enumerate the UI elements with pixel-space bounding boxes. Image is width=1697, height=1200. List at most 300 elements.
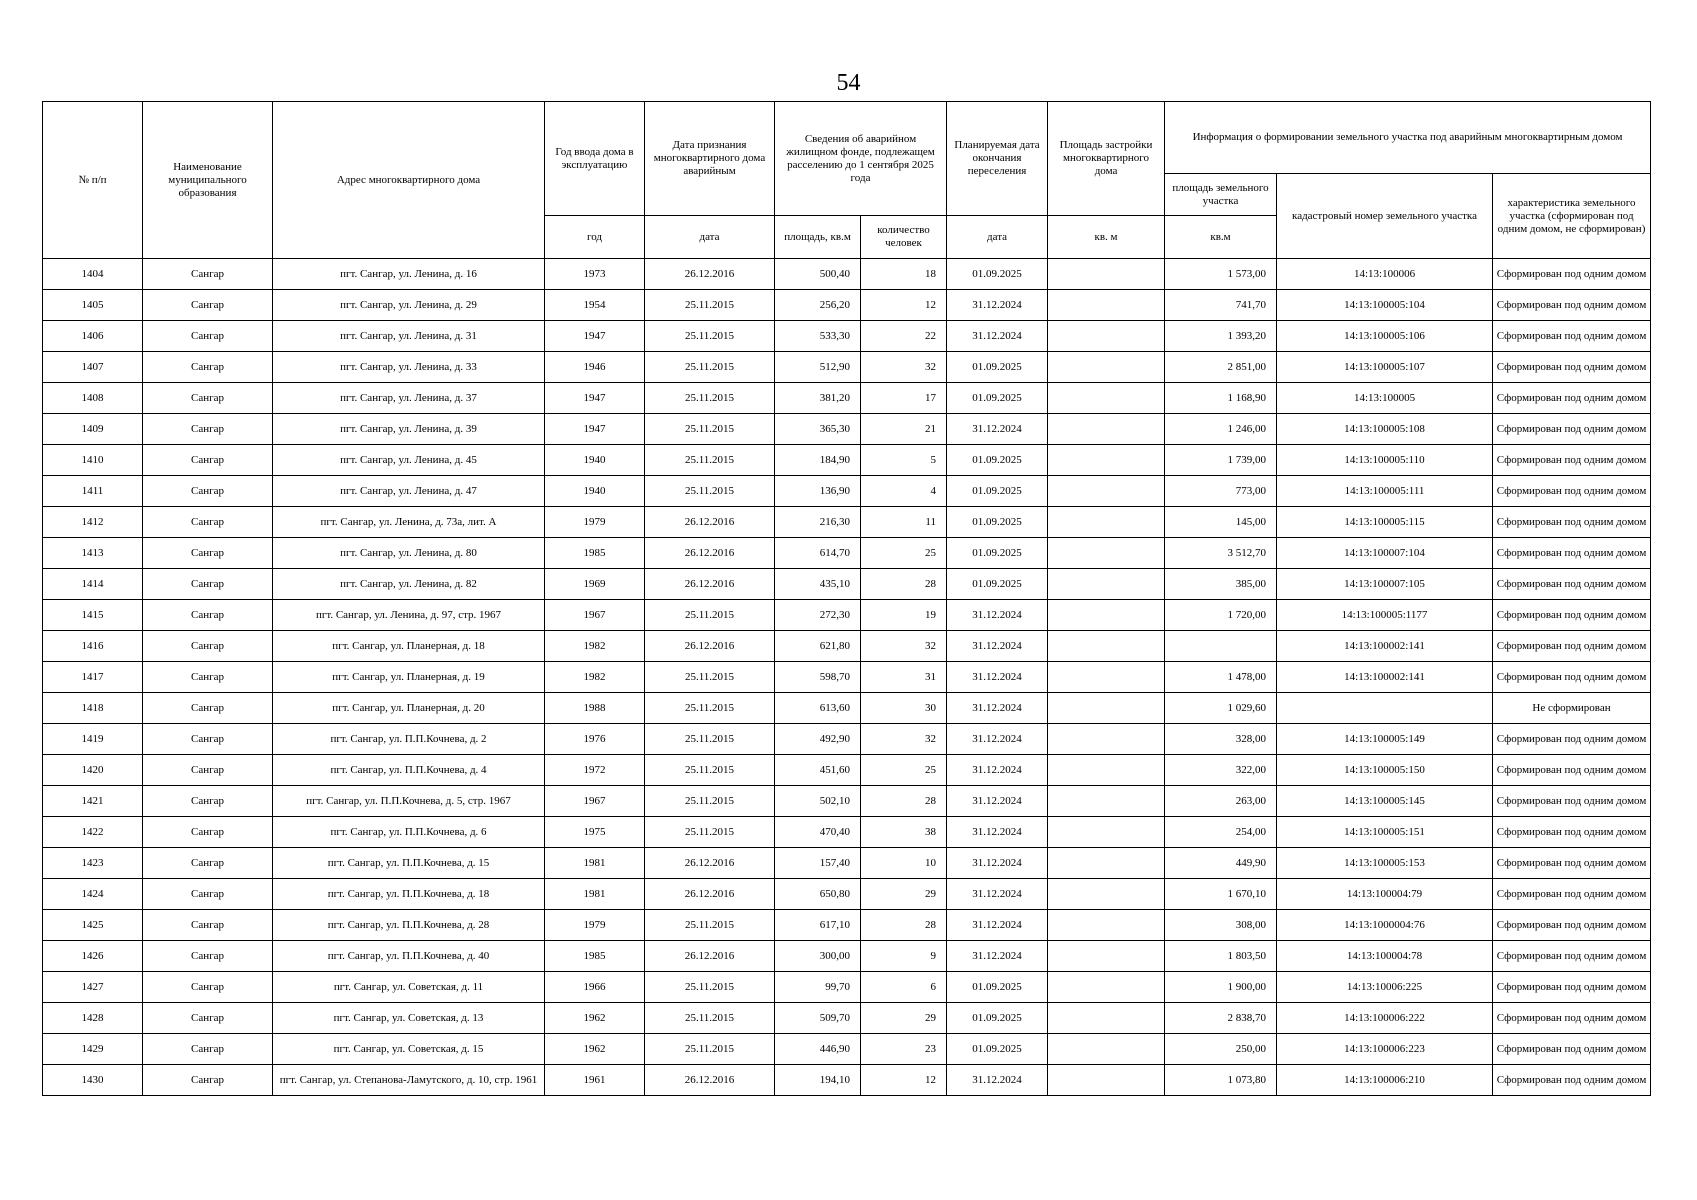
cell-date-recognized: 26.12.2016	[645, 631, 775, 662]
cell-land-status: Сформирован под одним домом	[1493, 786, 1651, 817]
cell-address: пгт. Сангар, ул. Ленина, д. 33	[273, 352, 545, 383]
cell-date-recognized: 25.11.2015	[645, 972, 775, 1003]
cell-cadastral-number: 14:13:100004:79	[1277, 879, 1493, 910]
cell-address: пгт. Сангар, ул. Планерная, д. 19	[273, 662, 545, 693]
cell-date-recognized: 25.11.2015	[645, 662, 775, 693]
cell-people-count: 31	[861, 662, 947, 693]
cell-land-status: Сформирован под одним домом	[1493, 383, 1651, 414]
cell-land-area: 322,00	[1165, 755, 1277, 786]
cell-land-area: 1 029,60	[1165, 693, 1277, 724]
cell-build-area	[1048, 724, 1165, 755]
cell-date-recognized: 26.12.2016	[645, 507, 775, 538]
cell-municipality: Сангар	[143, 817, 273, 848]
cell-municipality: Сангар	[143, 600, 273, 631]
cell-land-area: 1 573,00	[1165, 259, 1277, 290]
table-row	[43, 321, 1651, 352]
cell-build-area	[1048, 693, 1165, 724]
cell-people-count: 28	[861, 569, 947, 600]
cell-land-status: Сформирован под одним домом	[1493, 848, 1651, 879]
cell-year-built: 1940	[545, 445, 645, 476]
cell-row-number: 1417	[43, 662, 143, 693]
cell-municipality: Сангар	[143, 786, 273, 817]
cell-land-area: 1 393,20	[1165, 321, 1277, 352]
cell-people-count: 4	[861, 476, 947, 507]
cell-year-built: 1966	[545, 972, 645, 1003]
cell-date-recognized: 25.11.2015	[645, 321, 775, 352]
cell-address: пгт. Сангар, ул. Планерная, д. 20	[273, 693, 545, 724]
cell-row-number: 1422	[43, 817, 143, 848]
cell-people-count: 28	[861, 786, 947, 817]
cell-municipality: Сангар	[143, 1065, 273, 1096]
cell-planned-end: 01.09.2025	[947, 476, 1048, 507]
cell-row-number: 1419	[43, 724, 143, 755]
cell-land-status: Сформирован под одним домом	[1493, 724, 1651, 755]
cell-address: пгт. Сангар, ул. Ленина, д. 31	[273, 321, 545, 352]
header-land-area: площадь земельного участка	[1165, 174, 1277, 216]
cell-cadastral-number: 14:13:100005:107	[1277, 352, 1493, 383]
cell-planned-end: 31.12.2024	[947, 414, 1048, 445]
cell-municipality: Сангар	[143, 1034, 273, 1065]
table-row	[43, 1003, 1651, 1034]
table-row	[43, 383, 1651, 414]
cell-address: пгт. Сангар, ул. Советская, д. 13	[273, 1003, 545, 1034]
cell-area: 381,20	[775, 383, 861, 414]
cell-row-number: 1407	[43, 352, 143, 383]
cell-year-built: 1946	[545, 352, 645, 383]
table-row	[43, 817, 1651, 848]
cell-planned-end: 01.09.2025	[947, 972, 1048, 1003]
cell-planned-end: 31.12.2024	[947, 321, 1048, 352]
cell-cadastral-number: 14:13:100005:111	[1277, 476, 1493, 507]
cell-year-built: 1982	[545, 631, 645, 662]
cell-land-status: Сформирован под одним домом	[1493, 662, 1651, 693]
cell-area: 300,00	[775, 941, 861, 972]
cell-date-recognized: 25.11.2015	[645, 445, 775, 476]
cell-municipality: Сангар	[143, 848, 273, 879]
cell-date-recognized: 25.11.2015	[645, 290, 775, 321]
cell-area: 502,10	[775, 786, 861, 817]
cell-build-area	[1048, 848, 1165, 879]
cell-land-status: Сформирован под одним домом	[1493, 879, 1651, 910]
header-planned-end: Планируемая дата окончания переселения	[947, 102, 1048, 216]
cell-date-recognized: 26.12.2016	[645, 879, 775, 910]
cell-address: пгт. Сангар, ул. П.П.Кочнева, д. 18	[273, 879, 545, 910]
cell-cadastral-number: 14:13:100005:149	[1277, 724, 1493, 755]
cell-address: пгт. Сангар, ул. Ленина, д. 37	[273, 383, 545, 414]
table-row	[43, 693, 1651, 724]
cell-municipality: Сангар	[143, 445, 273, 476]
cell-build-area	[1048, 631, 1165, 662]
table-row	[43, 414, 1651, 445]
cell-land-status: Сформирован под одним домом	[1493, 972, 1651, 1003]
cell-land-area: 3 512,70	[1165, 538, 1277, 569]
cell-area: 512,90	[775, 352, 861, 383]
cell-people-count: 5	[861, 445, 947, 476]
cell-land-area: 145,00	[1165, 507, 1277, 538]
cell-address: пгт. Сангар, ул. П.П.Кочнева, д. 5, стр. 1967	[273, 786, 545, 817]
cell-land-status: Сформирован под одним домом	[1493, 1065, 1651, 1096]
cell-year-built: 1954	[545, 290, 645, 321]
cell-address: пгт. Сангар, ул. Ленина, д. 73а, лит. А	[273, 507, 545, 538]
cell-people-count: 29	[861, 879, 947, 910]
cell-municipality: Сангар	[143, 662, 273, 693]
cell-municipality: Сангар	[143, 1003, 273, 1034]
cell-year-built: 1973	[545, 259, 645, 290]
table-row	[43, 507, 1651, 538]
cell-land-area: 773,00	[1165, 476, 1277, 507]
cell-row-number: 1425	[43, 910, 143, 941]
cell-address: пгт. Сангар, ул. Планерная, д. 18	[273, 631, 545, 662]
cell-year-built: 1940	[545, 476, 645, 507]
cell-planned-end: 31.12.2024	[947, 910, 1048, 941]
cell-year-built: 1981	[545, 848, 645, 879]
cell-planned-end: 01.09.2025	[947, 259, 1048, 290]
cell-land-area: 1 900,00	[1165, 972, 1277, 1003]
cell-land-status: Сформирован под одним домом	[1493, 631, 1651, 662]
header-land-info: Информация о формировании земельного участка под аварийным многоквартирным домом	[1165, 102, 1651, 174]
cell-build-area	[1048, 662, 1165, 693]
cell-people-count: 32	[861, 724, 947, 755]
cell-cadastral-number: 14:13:100005:151	[1277, 817, 1493, 848]
cell-build-area	[1048, 290, 1165, 321]
cell-land-area: 741,70	[1165, 290, 1277, 321]
cell-row-number: 1428	[43, 1003, 143, 1034]
cell-land-area: 263,00	[1165, 786, 1277, 817]
cell-land-status: Сформирован под одним домом	[1493, 290, 1651, 321]
cell-row-number: 1412	[43, 507, 143, 538]
cell-address: пгт. Сангар, ул. Ленина, д. 39	[273, 414, 545, 445]
cell-area: 194,10	[775, 1065, 861, 1096]
cell-address: пгт. Сангар, ул. П.П.Кочнева, д. 40	[273, 941, 545, 972]
cell-build-area	[1048, 1003, 1165, 1034]
cell-planned-end: 01.09.2025	[947, 352, 1048, 383]
cell-municipality: Сангар	[143, 693, 273, 724]
cell-land-area: 1 670,10	[1165, 879, 1277, 910]
cell-land-status: Сформирован под одним домом	[1493, 600, 1651, 631]
header-build-area: Площадь застройки многоквартирного дома	[1048, 102, 1165, 216]
header-address: Адрес многоквартирного дома	[273, 102, 545, 259]
cell-cadastral-number	[1277, 693, 1493, 724]
emergency-housing-table	[42, 101, 1651, 1096]
cell-year-built: 1972	[545, 755, 645, 786]
cell-land-status: Не сформирован	[1493, 693, 1651, 724]
cell-planned-end: 31.12.2024	[947, 848, 1048, 879]
cell-date-recognized: 25.11.2015	[645, 383, 775, 414]
cell-build-area	[1048, 972, 1165, 1003]
cell-planned-end: 31.12.2024	[947, 693, 1048, 724]
table-row	[43, 569, 1651, 600]
unit-area: площадь, кв.м	[775, 216, 861, 259]
cell-area: 614,70	[775, 538, 861, 569]
cell-people-count: 29	[861, 1003, 947, 1034]
cell-row-number: 1406	[43, 321, 143, 352]
cell-planned-end: 31.12.2024	[947, 662, 1048, 693]
table-row	[43, 259, 1651, 290]
cell-area: 613,60	[775, 693, 861, 724]
cell-build-area	[1048, 507, 1165, 538]
cell-planned-end: 31.12.2024	[947, 879, 1048, 910]
cell-land-status: Сформирован под одним домом	[1493, 259, 1651, 290]
cell-year-built: 1976	[545, 724, 645, 755]
cell-cadastral-number: 14:13:100005:115	[1277, 507, 1493, 538]
cell-cadastral-number: 14:13:100005:104	[1277, 290, 1493, 321]
cell-year-built: 1962	[545, 1034, 645, 1065]
cell-people-count: 18	[861, 259, 947, 290]
cell-cadastral-number: 14:13:100005:1177	[1277, 600, 1493, 631]
cell-people-count: 12	[861, 1065, 947, 1096]
cell-planned-end: 01.09.2025	[947, 507, 1048, 538]
cell-row-number: 1410	[43, 445, 143, 476]
cell-cadastral-number: 14:13:100002:141	[1277, 631, 1493, 662]
cell-land-status: Сформирован под одним домом	[1493, 569, 1651, 600]
cell-people-count: 23	[861, 1034, 947, 1065]
cell-date-recognized: 25.11.2015	[645, 817, 775, 848]
cell-people-count: 38	[861, 817, 947, 848]
cell-municipality: Сангар	[143, 569, 273, 600]
cell-municipality: Сангар	[143, 724, 273, 755]
cell-date-recognized: 25.11.2015	[645, 476, 775, 507]
unit-date-end: дата	[947, 216, 1048, 259]
cell-land-area: 1 168,90	[1165, 383, 1277, 414]
cell-cadastral-number: 14:13:10006:225	[1277, 972, 1493, 1003]
table-row	[43, 755, 1651, 786]
cell-land-status: Сформирован под одним домом	[1493, 817, 1651, 848]
cell-land-area: 1 739,00	[1165, 445, 1277, 476]
cell-area: 451,60	[775, 755, 861, 786]
cell-area: 617,10	[775, 910, 861, 941]
cell-area: 500,40	[775, 259, 861, 290]
cell-land-status: Сформирован под одним домом	[1493, 414, 1651, 445]
cell-area: 99,70	[775, 972, 861, 1003]
cell-build-area	[1048, 755, 1165, 786]
cell-cadastral-number: 14:13:100006:223	[1277, 1034, 1493, 1065]
cell-area: 446,90	[775, 1034, 861, 1065]
cell-planned-end: 31.12.2024	[947, 941, 1048, 972]
table-row	[43, 476, 1651, 507]
cell-people-count: 19	[861, 600, 947, 631]
cell-row-number: 1421	[43, 786, 143, 817]
cell-address: пгт. Сангар, ул. П.П.Кочнева, д. 6	[273, 817, 545, 848]
cell-people-count: 12	[861, 290, 947, 321]
cell-address: пгт. Сангар, ул. П.П.Кочнева, д. 28	[273, 910, 545, 941]
cell-people-count: 28	[861, 910, 947, 941]
cell-people-count: 9	[861, 941, 947, 972]
cell-build-area	[1048, 600, 1165, 631]
cell-address: пгт. Сангар, ул. Ленина, д. 47	[273, 476, 545, 507]
cell-year-built: 1967	[545, 786, 645, 817]
cell-address: пгт. Сангар, ул. Ленина, д. 82	[273, 569, 545, 600]
cell-date-recognized: 26.12.2016	[645, 1065, 775, 1096]
table-row	[43, 972, 1651, 1003]
table-body	[43, 259, 1651, 1096]
cell-build-area	[1048, 321, 1165, 352]
cell-date-recognized: 25.11.2015	[645, 693, 775, 724]
cell-row-number: 1416	[43, 631, 143, 662]
cell-address: пгт. Сангар, ул. Ленина, д. 80	[273, 538, 545, 569]
cell-land-status: Сформирован под одним домом	[1493, 1003, 1651, 1034]
cell-area: 272,30	[775, 600, 861, 631]
cell-address: пгт. Сангар, ул. П.П.Кочнева, д. 4	[273, 755, 545, 786]
cell-build-area	[1048, 910, 1165, 941]
table-row	[43, 786, 1651, 817]
table-row	[43, 1034, 1651, 1065]
unit-sqm: кв. м	[1048, 216, 1165, 259]
cell-row-number: 1414	[43, 569, 143, 600]
cell-row-number: 1404	[43, 259, 143, 290]
cell-area: 650,80	[775, 879, 861, 910]
cell-row-number: 1430	[43, 1065, 143, 1096]
header-land-status: характеристика земельного участка (сформирован под одним домом, не сформирован)	[1493, 174, 1651, 259]
cell-people-count: 30	[861, 693, 947, 724]
cell-land-area: 308,00	[1165, 910, 1277, 941]
cell-build-area	[1048, 445, 1165, 476]
cell-people-count: 17	[861, 383, 947, 414]
cell-area: 470,40	[775, 817, 861, 848]
cell-address: пгт. Сангар, ул. Ленина, д. 16	[273, 259, 545, 290]
cell-row-number: 1424	[43, 879, 143, 910]
cell-municipality: Сангар	[143, 910, 273, 941]
cell-date-recognized: 25.11.2015	[645, 755, 775, 786]
cell-planned-end: 01.09.2025	[947, 1034, 1048, 1065]
cell-row-number: 1415	[43, 600, 143, 631]
cell-area: 492,90	[775, 724, 861, 755]
header-date-recognized: Дата признания многоквартирного дома аварийным	[645, 102, 775, 216]
cell-people-count: 25	[861, 755, 947, 786]
cell-date-recognized: 25.11.2015	[645, 724, 775, 755]
cell-row-number: 1426	[43, 941, 143, 972]
cell-year-built: 1969	[545, 569, 645, 600]
cell-build-area	[1048, 476, 1165, 507]
cell-date-recognized: 25.11.2015	[645, 910, 775, 941]
cell-land-area: 1 478,00	[1165, 662, 1277, 693]
cell-cadastral-number: 14:13:100005	[1277, 383, 1493, 414]
table-row	[43, 290, 1651, 321]
cell-planned-end: 01.09.2025	[947, 383, 1048, 414]
cell-land-area: 1 246,00	[1165, 414, 1277, 445]
table-row	[43, 662, 1651, 693]
cell-people-count: 10	[861, 848, 947, 879]
cell-cadastral-number: 14:13:100007:104	[1277, 538, 1493, 569]
cell-year-built: 1981	[545, 879, 645, 910]
cell-build-area	[1048, 786, 1165, 817]
table-row	[43, 724, 1651, 755]
cell-build-area	[1048, 352, 1165, 383]
cell-row-number: 1413	[43, 538, 143, 569]
cell-land-status: Сформирован под одним домом	[1493, 1034, 1651, 1065]
cell-cadastral-number: 14:13:100006:210	[1277, 1065, 1493, 1096]
cell-municipality: Сангар	[143, 259, 273, 290]
cell-municipality: Сангар	[143, 414, 273, 445]
cell-address: пгт. Сангар, ул. Ленина, д. 29	[273, 290, 545, 321]
header-cadastral: кадастровый номер земельного участка	[1277, 174, 1493, 259]
cell-planned-end: 31.12.2024	[947, 290, 1048, 321]
unit-date: дата	[645, 216, 775, 259]
cell-year-built: 1947	[545, 383, 645, 414]
table-row	[43, 631, 1651, 662]
cell-cadastral-number: 14:13:100006:222	[1277, 1003, 1493, 1034]
header-no: № п/п	[43, 102, 143, 259]
cell-area: 435,10	[775, 569, 861, 600]
cell-area: 256,20	[775, 290, 861, 321]
cell-area: 598,70	[775, 662, 861, 693]
cell-build-area	[1048, 879, 1165, 910]
cell-municipality: Сангар	[143, 476, 273, 507]
table-row	[43, 600, 1651, 631]
cell-planned-end: 31.12.2024	[947, 724, 1048, 755]
cell-cadastral-number: 14:13:100007:105	[1277, 569, 1493, 600]
cell-municipality: Сангар	[143, 941, 273, 972]
cell-address: пгт. Сангар, ул. Степанова-Ламутского, д. 10, стр. 1961	[273, 1065, 545, 1096]
cell-area: 621,80	[775, 631, 861, 662]
cell-date-recognized: 25.11.2015	[645, 1003, 775, 1034]
cell-area: 216,30	[775, 507, 861, 538]
cell-year-built: 1979	[545, 507, 645, 538]
cell-cadastral-number: 14:13:100006	[1277, 259, 1493, 290]
cell-year-built: 1967	[545, 600, 645, 631]
cell-row-number: 1409	[43, 414, 143, 445]
cell-planned-end: 01.09.2025	[947, 569, 1048, 600]
cell-land-area: 328,00	[1165, 724, 1277, 755]
cell-area: 509,70	[775, 1003, 861, 1034]
cell-row-number: 1423	[43, 848, 143, 879]
cell-date-recognized: 25.11.2015	[645, 600, 775, 631]
table-row	[43, 879, 1651, 910]
cell-planned-end: 01.09.2025	[947, 445, 1048, 476]
cell-municipality: Сангар	[143, 352, 273, 383]
cell-municipality: Сангар	[143, 972, 273, 1003]
cell-year-built: 1988	[545, 693, 645, 724]
header-year-built: Год ввода дома в эксплуатацию	[545, 102, 645, 216]
cell-date-recognized: 26.12.2016	[645, 259, 775, 290]
table-row	[43, 941, 1651, 972]
cell-build-area	[1048, 569, 1165, 600]
cell-planned-end: 01.09.2025	[947, 538, 1048, 569]
table-row	[43, 848, 1651, 879]
cell-land-area: 2 838,70	[1165, 1003, 1277, 1034]
cell-municipality: Сангар	[143, 755, 273, 786]
cell-date-recognized: 25.11.2015	[645, 1034, 775, 1065]
cell-planned-end: 01.09.2025	[947, 1003, 1048, 1034]
cell-planned-end: 31.12.2024	[947, 817, 1048, 848]
cell-build-area	[1048, 383, 1165, 414]
cell-area: 136,90	[775, 476, 861, 507]
cell-people-count: 22	[861, 321, 947, 352]
cell-cadastral-number: 14:13:100005:106	[1277, 321, 1493, 352]
cell-land-area: 250,00	[1165, 1034, 1277, 1065]
cell-people-count: 32	[861, 631, 947, 662]
cell-planned-end: 31.12.2024	[947, 600, 1048, 631]
cell-address: пгт. Сангар, ул. Ленина, д. 97, стр. 1967	[273, 600, 545, 631]
page-number: 54	[836, 70, 861, 96]
cell-land-status: Сформирован под одним домом	[1493, 507, 1651, 538]
cell-land-area: 1 803,50	[1165, 941, 1277, 972]
cell-address: пгт. Сангар, ул. П.П.Кочнева, д. 2	[273, 724, 545, 755]
cell-people-count: 11	[861, 507, 947, 538]
cell-date-recognized: 26.12.2016	[645, 538, 775, 569]
table-row	[43, 538, 1651, 569]
cell-land-status: Сформирован под одним домом	[1493, 755, 1651, 786]
cell-row-number: 1405	[43, 290, 143, 321]
cell-land-area: 449,90	[1165, 848, 1277, 879]
cell-cadastral-number: 14:13:100002:141	[1277, 662, 1493, 693]
cell-land-area: 1 720,00	[1165, 600, 1277, 631]
cell-row-number: 1420	[43, 755, 143, 786]
cell-address: пгт. Сангар, ул. Советская, д. 11	[273, 972, 545, 1003]
cell-municipality: Сангар	[143, 321, 273, 352]
header-fund-info: Сведения об аварийном жилищном фонде, подлежащем расселению до 1 сентября 2025 года	[775, 102, 947, 216]
cell-row-number: 1429	[43, 1034, 143, 1065]
cell-build-area	[1048, 414, 1165, 445]
